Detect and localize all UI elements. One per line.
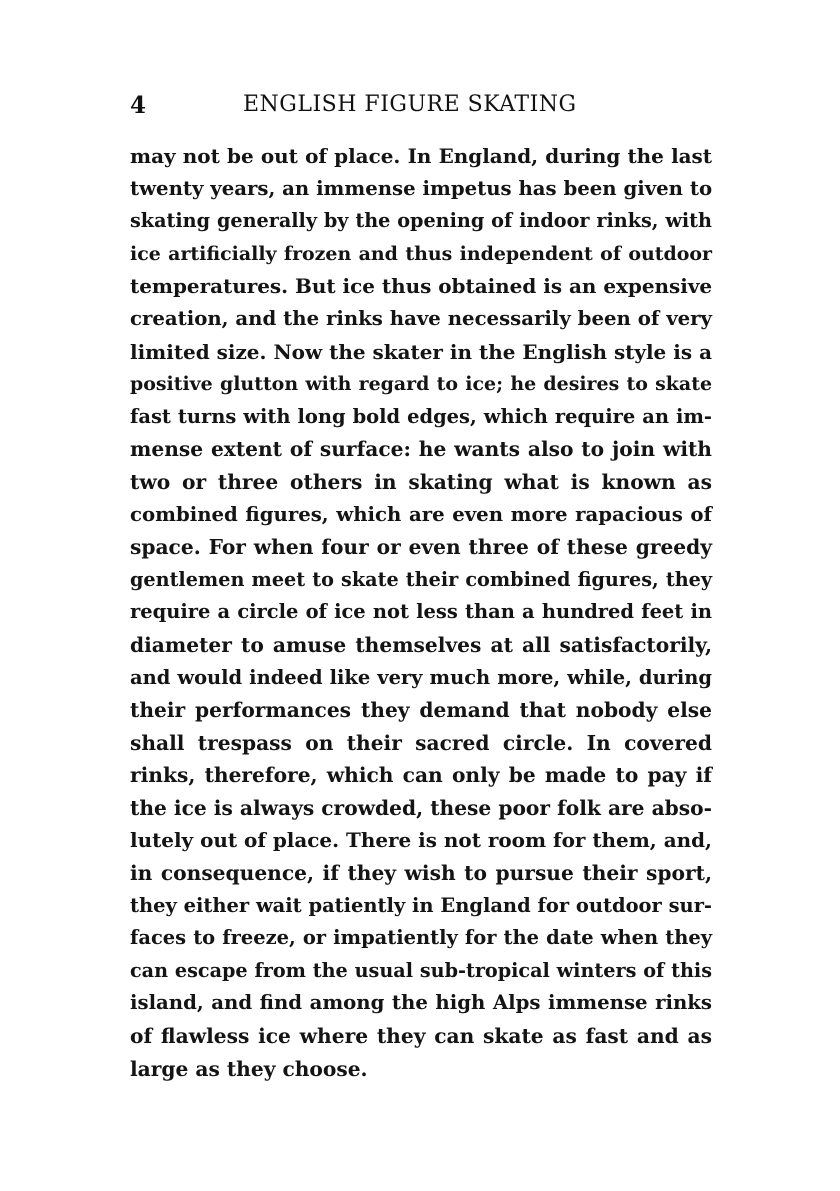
text-line: diameter to amuse themselves at all satisfactorily, [130, 632, 712, 657]
text-line: they either wait patiently in England for outdoor sur- [130, 893, 712, 917]
text-line: twenty years, an immense impetus has been given to [130, 176, 713, 200]
body-paragraph [130, 140, 712, 1085]
text-line: space. For when four or even three of these greedy [130, 535, 712, 560]
text-line: and would indeed like very much more, while, during [130, 665, 712, 689]
text-line: positive glutton with regard to ice; he desires to skate [130, 373, 712, 396]
text-line: of flawless ice where they can skate as fast and as [130, 1024, 712, 1049]
text-line: skating generally by the opening of indoor rinks, with [130, 209, 712, 233]
text-line: shall trespass on their sacred circle. In covered [130, 730, 712, 755]
text-line: combined figures, which are even more rapacious of [130, 502, 712, 526]
text-line: large as they choose. [130, 1056, 368, 1081]
text-line: faces to freeze, or impatiently for the date when they [130, 926, 712, 950]
text-line: rinks, therefore, which can only be made to pay if [130, 763, 712, 788]
text-line: mense extent of surface: he wants also to join with [130, 437, 712, 462]
text-line: in consequence, if they wish to pursue their sport, [130, 861, 712, 886]
text-line: lutely out of place. There is not room for them, and, [130, 828, 712, 853]
page-header [130, 92, 712, 128]
running-title: ENGLISH FIGURE SKATING [243, 92, 577, 117]
text-line: fast turns with long bold edges, which require an im- [130, 404, 712, 428]
text-line: temperatures. But ice thus obtained is an expensive [130, 274, 713, 299]
text-line: can escape from the usual sub-tropical winters of this [130, 958, 712, 982]
text-line: their performances they demand that nobody else [130, 698, 712, 723]
text-line: require a circle of ice not less than a hundred feet in [130, 600, 712, 624]
text-line: ice artificially frozen and thus independent of outdoor [130, 242, 712, 265]
text-line: limited size. Now the skater in the English style is a [130, 339, 712, 364]
text-line: creation, and the rinks have necessarily been of very [130, 306, 712, 330]
text-line: island, and find among the high Alps immense rinks [130, 991, 712, 1015]
text-line: may not be out of place. In England, during the last [130, 144, 712, 168]
text-line: gentlemen meet to skate their combined figures, they [130, 567, 712, 591]
text-line: two or three others in skating what is known as [130, 469, 712, 494]
page-number: 4 [130, 92, 147, 119]
text-line: the ice is always crowded, these poor folk are abso- [130, 795, 712, 820]
